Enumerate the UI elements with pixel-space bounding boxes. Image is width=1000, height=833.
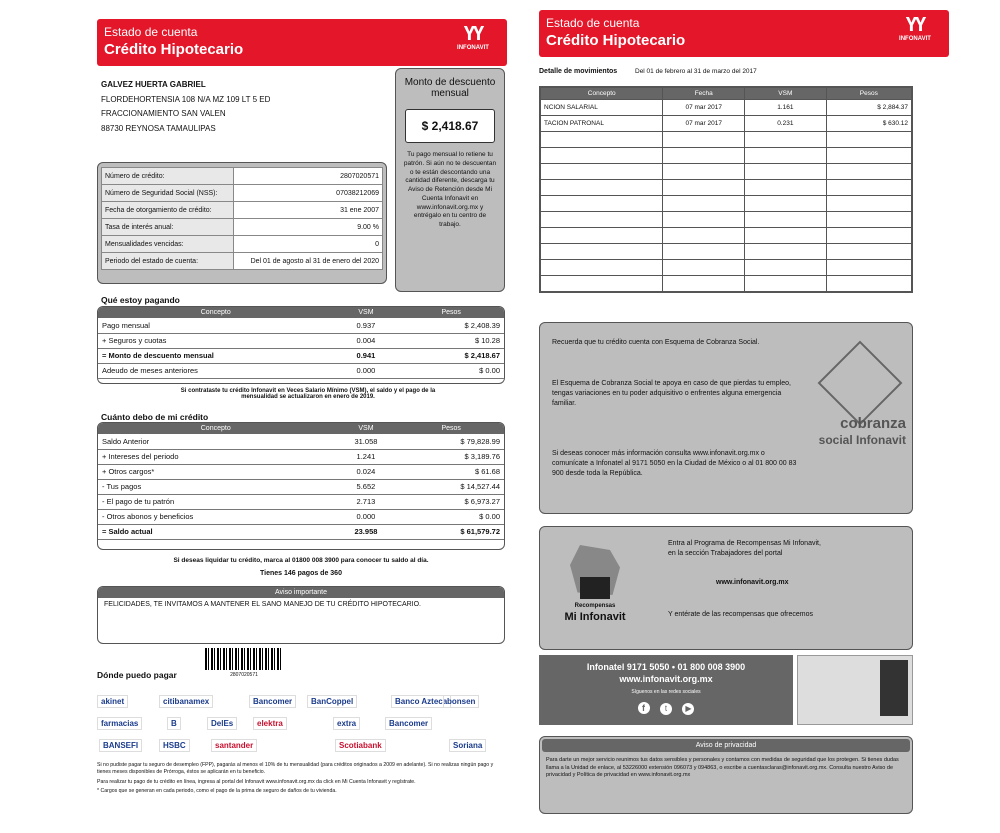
credit-info-row bbox=[102, 168, 383, 185]
payments-count: Tienes 146 pagos de 360 bbox=[260, 570, 342, 577]
row-concepto: Pago mensual bbox=[98, 318, 333, 333]
row-pesos: $ 10.28 bbox=[398, 333, 504, 348]
credit-info-label: Número de crédito: bbox=[102, 168, 234, 185]
rewards-p2: Y entérate de las recompensas que ofrecemos bbox=[668, 611, 814, 618]
movement-row bbox=[541, 116, 912, 132]
bank-logo: elektra bbox=[253, 717, 287, 730]
bank-logo: Bancomer bbox=[249, 695, 296, 708]
cobranza-logo-sub: social Infonavit bbox=[818, 433, 906, 447]
bank-logo: B bbox=[167, 717, 181, 730]
header-title: Crédito Hipotecario bbox=[546, 32, 686, 49]
movements-table bbox=[540, 87, 912, 292]
discount-amount: $ 2,418.67 bbox=[405, 109, 495, 143]
movement-row bbox=[541, 228, 912, 244]
bank-logo: Banco Azteca bbox=[391, 695, 451, 708]
bank-logo: Soriana bbox=[449, 739, 486, 752]
credit-info-value: 07038212069 bbox=[233, 185, 382, 202]
logo-mark-icon: ҮҮ bbox=[463, 23, 483, 45]
movement-row bbox=[541, 244, 912, 260]
paying-table-panel bbox=[97, 306, 505, 384]
row-concepto: = Saldo actual bbox=[98, 524, 333, 539]
row-vsm: 0.937 bbox=[333, 318, 398, 333]
row-concepto: Saldo Anterior bbox=[98, 434, 333, 449]
table-row bbox=[98, 524, 504, 539]
privacy-title: Aviso de privacidad bbox=[542, 739, 910, 752]
bank-logo: bonsen bbox=[443, 695, 479, 708]
table-row bbox=[98, 464, 504, 479]
discount-panel bbox=[395, 68, 505, 292]
statement-header bbox=[539, 10, 949, 57]
mv-fecha: 07 mar 2017 bbox=[663, 100, 745, 116]
statement-header bbox=[97, 19, 507, 66]
row-pesos: $ 0.00 bbox=[398, 363, 504, 378]
row-concepto: = Monto de descuento mensual bbox=[98, 348, 333, 363]
table-row bbox=[98, 449, 504, 464]
col-vsm: VSM bbox=[333, 307, 398, 318]
youtube-icon[interactable]: ▶ bbox=[682, 703, 694, 715]
row-pesos: $ 2,408.39 bbox=[398, 318, 504, 333]
discount-note: Tu pago mensual lo retiene tu patrón. Si aún no te descuentan o te están descontando una cantidad diferente, descarga tu Aviso de Retención desde Mi Cuenta Infonavit en www.infonavit.org.mx y entrégalo en tu centro de trabajo. bbox=[403, 151, 497, 229]
credit-info-row bbox=[102, 202, 383, 219]
movement-row bbox=[541, 132, 912, 148]
credit-info-label: Tasa de interés anual: bbox=[102, 219, 234, 236]
paying-note: Si contrataste tu crédito Infonavit en Veces Salario Mínimo (VSM), el saldo y el pago de la mensualidad se actualizaron en enero de 2019. bbox=[180, 388, 436, 400]
movement-row bbox=[541, 260, 912, 276]
statement-page-2 bbox=[535, 10, 953, 822]
contact-url[interactable]: www.infonavit.org.mx bbox=[619, 674, 713, 684]
table-row bbox=[98, 434, 504, 449]
row-pesos: $ 14,527.44 bbox=[398, 479, 504, 494]
bank-logo: Bancomer bbox=[385, 717, 432, 730]
footer-note-1: Si no pudiste pagar tu seguro de desempleo (FPP), pagarás al menos el 10% de tu mensualidad (para créditos originados a 2009 en adelante). Si no realizas ningún pago y tienes meses disponibles de Prórroga, éstos se aplicarán en tu beneficio. bbox=[97, 762, 494, 775]
bank-logo: DelEs bbox=[207, 717, 237, 730]
liquidate-note: Si deseas liquidar tu crédito, marca al 01800 008 3900 para conocer tu saldo al día. bbox=[173, 557, 429, 564]
row-concepto: - El pago de tu patrón bbox=[98, 494, 333, 509]
rewards-gift-icon bbox=[580, 577, 610, 599]
row-pesos: $ 3,189.76 bbox=[398, 449, 504, 464]
owing-table bbox=[98, 423, 504, 540]
credit-info-panel bbox=[97, 162, 387, 284]
barcode bbox=[205, 648, 283, 670]
bank-logo: farmacias bbox=[97, 717, 142, 730]
notice-text: FELICIDADES, TE INVITAMOS A MANTENER EL SANO MANEJO DE TU CRÉDITO HIPOTECARIO. bbox=[104, 601, 421, 608]
table-row bbox=[98, 509, 504, 524]
rewards-logo-top: Recompensas bbox=[574, 603, 616, 609]
movement-row bbox=[541, 148, 912, 164]
logo-mark-icon: ҮҮ bbox=[905, 14, 925, 36]
col-pesos: Pesos bbox=[398, 307, 504, 318]
col-pesos: Pesos bbox=[398, 423, 504, 434]
row-vsm: 0.004 bbox=[333, 333, 398, 348]
statement-page-1 bbox=[93, 10, 511, 822]
infonavit-logo: ҮҮ INFONAVIT bbox=[453, 23, 493, 61]
owing-table-panel bbox=[97, 422, 505, 550]
row-pesos: $ 61.68 bbox=[398, 464, 504, 479]
credit-info-value: 2807020571 bbox=[233, 168, 382, 185]
credit-info-label: Número de Seguridad Social (NSS): bbox=[102, 185, 234, 202]
credit-info-label: Mensualidades vencidas: bbox=[102, 236, 234, 253]
col-concepto: Concepto bbox=[541, 88, 663, 100]
cobranza-house-icon bbox=[818, 341, 903, 426]
social-icons bbox=[539, 698, 793, 716]
address-line-2: FRACCIONAMIENTO SAN VALEN bbox=[101, 109, 226, 119]
where-pay-title: Dónde puedo pagar bbox=[97, 670, 177, 680]
movement-row bbox=[541, 100, 912, 116]
row-vsm: 23.958 bbox=[333, 524, 398, 539]
cobranza-p3: Si deseas conocer más información consulta www.infonavit.org.mx o comunícate a Infonatel al 9171 5050 en la Ciudad de México o al 01 800 00 83 900 desde toda la República. bbox=[552, 450, 797, 477]
row-vsm: 1.241 bbox=[333, 449, 398, 464]
movement-row bbox=[541, 164, 912, 180]
client-address bbox=[101, 80, 371, 133]
address-line-1: FLORDEHORTENSIA 108 N/A MZ 109 LT 5 ED bbox=[101, 94, 271, 104]
header-title: Crédito Hipotecario bbox=[104, 41, 244, 58]
twitter-icon[interactable]: t bbox=[660, 703, 672, 715]
col-concepto: Concepto bbox=[98, 423, 333, 434]
credit-info-row bbox=[102, 253, 383, 270]
footer-note-2: Para realizar tu pago de tu crédito en línea, ingresa al portal del Infonavit www.infonavit.org.mx da click en Mi Cuenta Infonavit y regístrate. bbox=[97, 778, 416, 785]
contact-panel bbox=[539, 655, 793, 725]
table-row bbox=[98, 318, 504, 333]
bank-logo: BANSEFI bbox=[99, 739, 142, 752]
movements-title: Detalle de movimientos bbox=[539, 68, 618, 75]
infonavit-logo: ҮҮ INFONAVIT bbox=[895, 14, 935, 52]
col-fecha: Fecha bbox=[663, 88, 745, 100]
mv-pesos: $ 630.12 bbox=[826, 116, 911, 132]
paying-table bbox=[98, 307, 504, 379]
row-vsm: 2.713 bbox=[333, 494, 398, 509]
bank-logo: santander bbox=[211, 739, 257, 752]
credit-info-row bbox=[102, 236, 383, 253]
credit-info-label: Periodo del estado de cuenta: bbox=[102, 253, 234, 270]
rewards-logo-main: Mi Infonavit bbox=[564, 611, 626, 623]
footer-notes bbox=[97, 762, 507, 795]
address-line-3: 88730 REYNOSA TAMAULIPAS bbox=[101, 123, 216, 133]
client-name: GALVEZ HUERTA GABRIEL bbox=[101, 80, 206, 89]
mv-concepto: TACION PATRONAL bbox=[541, 116, 663, 132]
row-concepto: + Otros cargos* bbox=[98, 464, 333, 479]
privacy-panel bbox=[539, 736, 913, 814]
row-concepto: - Tus pagos bbox=[98, 479, 333, 494]
row-vsm: 0.024 bbox=[333, 464, 398, 479]
privacy-text: Para darte un mejor servicio reunimos tus datos sensibles y personales y contamos con medidas de seguridad que los protegen. Si tienes dudas llama a la Unidad de enlace, al 53226000 extensión 096073 y 094863, o escribe a cuentasclaras@infonavit.org.mx. Consulta nuestro Aviso de privacidad y Política de privacidad en www.infonavit.org.mx bbox=[546, 757, 899, 779]
header-title-small: Estado de cuenta bbox=[104, 25, 198, 39]
row-pesos: $ 6,973.27 bbox=[398, 494, 504, 509]
row-concepto: + Seguros y cuotas bbox=[98, 333, 333, 348]
credit-info-value: 9.00 % bbox=[233, 219, 382, 236]
table-row bbox=[98, 348, 504, 363]
credit-info-value: Del 01 de agosto al 31 de enero del 2020 bbox=[233, 253, 382, 270]
credit-info-row bbox=[102, 219, 383, 236]
col-vsm: VSM bbox=[745, 88, 827, 100]
row-pesos: $ 0.00 bbox=[398, 509, 504, 524]
cobranza-logo-word: cobranza bbox=[840, 415, 906, 432]
row-vsm: 31.058 bbox=[333, 434, 398, 449]
movement-row bbox=[541, 196, 912, 212]
movements-table-panel bbox=[539, 86, 913, 293]
cobranza-panel bbox=[539, 322, 913, 514]
header-title-small: Estado de cuenta bbox=[546, 16, 640, 30]
col-concepto: Concepto bbox=[98, 307, 333, 318]
mv-vsm: 0.231 bbox=[745, 116, 827, 132]
bank-logo: Scotiabank bbox=[335, 739, 386, 752]
mv-fecha: 07 mar 2017 bbox=[663, 116, 745, 132]
facebook-icon[interactable]: f bbox=[638, 702, 650, 714]
mv-pesos: $ 2,884.37 bbox=[826, 100, 911, 116]
table-row bbox=[98, 363, 504, 378]
row-pesos: $ 61,579.72 bbox=[398, 524, 504, 539]
movement-row bbox=[541, 276, 912, 292]
row-concepto: + Intereses del periodo bbox=[98, 449, 333, 464]
col-vsm: VSM bbox=[333, 423, 398, 434]
row-vsm: 5.652 bbox=[333, 479, 398, 494]
table-row bbox=[98, 494, 504, 509]
cobranza-p2: El Esquema de Cobranza Social te apoya en caso de que pierdas tu empleo, tengas variaciones en tu poder adquisitivo o enfrentes alguna emergencia familiar. bbox=[552, 380, 791, 407]
col-pesos: Pesos bbox=[826, 88, 911, 100]
movement-row bbox=[541, 212, 912, 228]
rewards-p1: Entra al Programa de Recompensas Mi Infonavit, en la sección Trabajadores del portal bbox=[668, 540, 821, 557]
rewards-panel bbox=[539, 526, 913, 650]
movement-row bbox=[541, 180, 912, 196]
bank-logo: citibanamex bbox=[159, 695, 213, 708]
row-pesos: $ 2,418.67 bbox=[398, 348, 504, 363]
notice-panel bbox=[97, 586, 505, 644]
bank-logos bbox=[93, 685, 511, 755]
table-row bbox=[98, 479, 504, 494]
bank-logo: HSBC bbox=[159, 739, 190, 752]
contact-phone: Infonatel 9171 5050 • 01 800 008 3900 bbox=[586, 662, 746, 672]
social-label: Síguenos en las redes sociales bbox=[631, 689, 701, 695]
bank-logo: extra bbox=[333, 717, 360, 730]
barcode-number: 2807020571 bbox=[230, 672, 258, 678]
row-vsm: 0.000 bbox=[333, 363, 398, 378]
credit-info-table bbox=[101, 167, 383, 270]
credit-info-value: 0 bbox=[233, 236, 382, 253]
row-vsm: 0.941 bbox=[333, 348, 398, 363]
credit-info-row bbox=[102, 185, 383, 202]
stub-dark-block bbox=[880, 660, 908, 716]
table-row bbox=[98, 333, 504, 348]
credit-info-value: 31 ene 2007 bbox=[233, 202, 382, 219]
row-concepto: - Otros abonos y beneficios bbox=[98, 509, 333, 524]
paying-title: Qué estoy pagando bbox=[101, 295, 180, 305]
movements-period: Del 01 de febrero al 31 de marzo del 2017 bbox=[635, 68, 757, 75]
row-pesos: $ 79,828.99 bbox=[398, 434, 504, 449]
row-concepto: Adeudo de meses anteriores bbox=[98, 363, 333, 378]
notice-title: Aviso importante bbox=[98, 587, 504, 598]
credit-info-label: Fecha de otorgamiento de crédito: bbox=[102, 202, 234, 219]
bank-logo: BanCoppel bbox=[307, 695, 357, 708]
discount-title: Monto de descuento mensual bbox=[404, 77, 496, 99]
row-vsm: 0.000 bbox=[333, 509, 398, 524]
qr-stub-image bbox=[797, 655, 913, 725]
mv-vsm: 1.161 bbox=[745, 100, 827, 116]
footer-note-3: * Cargos que se generan en cada periodo, como el pago de la prima de seguro de daños de tu vivienda. bbox=[97, 788, 337, 795]
bank-logo: akinet bbox=[97, 695, 128, 708]
owing-title: Cuánto debo de mi crédito bbox=[101, 412, 209, 422]
mv-concepto: NCION SALARIAL bbox=[541, 100, 663, 116]
cobranza-p1: Recuerda que tu crédito cuenta con Esquema de Cobranza Social. bbox=[552, 339, 760, 346]
rewards-url[interactable]: www.infonavit.org.mx bbox=[716, 579, 789, 586]
